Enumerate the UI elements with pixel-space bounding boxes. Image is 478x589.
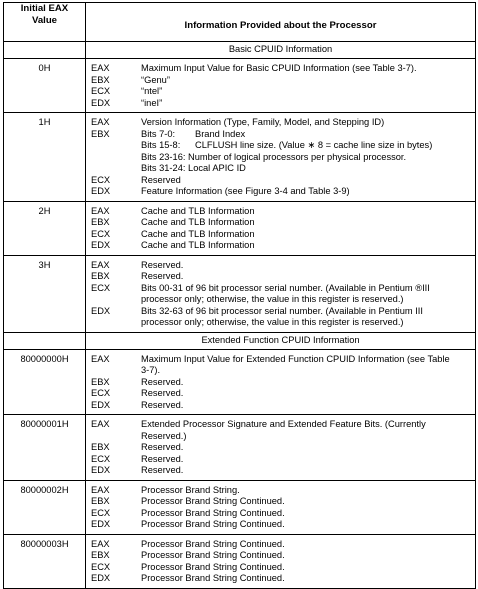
register-name: EBX bbox=[91, 128, 110, 139]
register-description: Reserved. bbox=[141, 442, 184, 452]
section-header-row bbox=[4, 42, 476, 59]
register-line bbox=[86, 496, 475, 508]
register-description: Processor Brand String Continued. bbox=[141, 561, 285, 572]
register-name: ECX bbox=[91, 174, 111, 185]
table-header-row bbox=[4, 3, 476, 42]
register-description: Reserved. bbox=[141, 259, 184, 270]
register-line bbox=[86, 465, 475, 477]
bit-range-label: Bits 7-0: bbox=[141, 128, 176, 139]
register-description: “ineI” bbox=[141, 97, 163, 108]
register-name: ECX bbox=[91, 453, 111, 464]
register-line bbox=[86, 306, 475, 318]
register-name: EDX bbox=[91, 97, 111, 108]
register-line bbox=[86, 260, 475, 272]
register-line bbox=[86, 175, 475, 187]
bit-field-description: CLFLUSH line size. (Value ∗ 8 = cache line size in bytes) bbox=[195, 140, 433, 150]
register-name: EDX bbox=[91, 305, 111, 316]
register-description: Maximum Input Value for Extended Function CPUID Information (see Table bbox=[141, 353, 450, 364]
register-description: Maximum Input Value for Basic CPUID Information (see Table 3-7). bbox=[141, 63, 417, 73]
register-line bbox=[86, 485, 475, 497]
register-line bbox=[86, 163, 475, 175]
register-description: Version Information (Type, Family, Model, and Stepping ID) bbox=[141, 117, 385, 127]
table-row bbox=[4, 415, 476, 481]
section-title: Extended Function CPUID Information bbox=[86, 332, 476, 349]
section-header-empty-cell bbox=[4, 42, 86, 59]
table-row bbox=[4, 201, 476, 255]
register-info-cell bbox=[86, 255, 476, 332]
register-description: Reserved. bbox=[141, 465, 184, 475]
initial-eax-value-cell: 80000002H bbox=[4, 480, 86, 534]
register-description: Cache and TLB Information bbox=[141, 228, 255, 239]
register-description: Processor Brand String Continued. bbox=[141, 538, 285, 549]
register-name bbox=[86, 365, 141, 377]
register-description: processor only; otherwise, the value in this register is reserved.) bbox=[141, 317, 404, 327]
register-info-cell bbox=[86, 59, 476, 113]
register-name: EDX bbox=[91, 399, 111, 410]
register-name: ECX bbox=[91, 228, 111, 239]
register-description: Processor Brand String Continued. bbox=[141, 507, 285, 518]
initial-eax-value-cell: 80000000H bbox=[4, 349, 86, 415]
register-description: Reserved. bbox=[141, 453, 184, 464]
register-line bbox=[86, 206, 475, 218]
register-name: EBX bbox=[91, 271, 110, 281]
initial-eax-value-cell: 2H bbox=[4, 201, 86, 255]
register-line bbox=[86, 400, 475, 412]
register-description: Cache and TLB Information bbox=[141, 240, 255, 250]
bit-field-line bbox=[141, 129, 475, 141]
register-name: EDX bbox=[91, 186, 111, 196]
register-description: Processor Brand String Continued. bbox=[141, 519, 285, 529]
register-info-cell bbox=[86, 480, 476, 534]
register-name: ECX bbox=[91, 86, 111, 96]
register-description: Cache and TLB Information bbox=[141, 217, 255, 227]
header-col1-line1: Initial EAX bbox=[20, 3, 69, 14]
register-name: EAX bbox=[91, 63, 110, 73]
register-name bbox=[86, 140, 141, 152]
register-info-cell bbox=[86, 534, 476, 588]
section-header-empty-cell bbox=[4, 332, 86, 349]
register-line bbox=[86, 271, 475, 283]
table-row bbox=[4, 534, 476, 588]
register-line bbox=[86, 519, 475, 531]
register-line bbox=[86, 240, 475, 252]
register-line bbox=[86, 573, 475, 585]
register-name: ECX bbox=[91, 388, 111, 398]
register-description: Reserved. bbox=[141, 271, 184, 281]
register-name bbox=[86, 317, 141, 329]
register-name: EAX bbox=[91, 117, 110, 127]
section-header-row bbox=[4, 332, 476, 349]
register-description: Processor Brand String. bbox=[141, 484, 240, 495]
register-line bbox=[86, 419, 475, 431]
register-name: EAX bbox=[91, 259, 110, 270]
register-name: EBX bbox=[91, 496, 110, 506]
register-name: EDX bbox=[91, 573, 111, 583]
initial-eax-value-cell: 80000003H bbox=[4, 534, 86, 588]
register-name bbox=[86, 152, 141, 164]
register-description: Bits 31-24: Local APIC ID bbox=[141, 163, 246, 173]
register-name: EBX bbox=[91, 74, 110, 85]
register-name: EAX bbox=[91, 205, 110, 216]
register-name: EBX bbox=[91, 376, 110, 387]
register-description: Reserved.) bbox=[141, 430, 187, 441]
register-description: Feature Information (see Figure 3-4 and Table 3-9) bbox=[141, 186, 350, 196]
header-information-provided: Information Provided about the Processor bbox=[86, 3, 476, 42]
register-line bbox=[86, 454, 475, 466]
register-line bbox=[86, 388, 475, 400]
register-info-cell bbox=[86, 201, 476, 255]
register-name: EAX bbox=[91, 538, 110, 549]
register-line bbox=[86, 98, 475, 110]
register-description: 3-7). bbox=[141, 365, 161, 375]
register-info-cell bbox=[86, 415, 476, 481]
header-col1-line2: Value bbox=[31, 15, 58, 26]
register-line bbox=[86, 550, 475, 562]
register-line bbox=[86, 442, 475, 454]
register-line bbox=[86, 129, 475, 141]
register-description: “ntel” bbox=[141, 86, 163, 96]
register-line bbox=[86, 63, 475, 75]
register-line bbox=[86, 229, 475, 241]
register-description: Bits 32-63 of 96 bit processor serial number. (Available in Pentium III bbox=[141, 305, 423, 316]
register-line bbox=[86, 217, 475, 229]
register-line bbox=[86, 562, 475, 574]
register-description: Reserved. bbox=[141, 376, 184, 387]
register-line bbox=[86, 354, 475, 366]
table-body bbox=[4, 42, 476, 589]
register-name: EAX bbox=[91, 353, 110, 364]
register-line bbox=[86, 508, 475, 520]
register-line bbox=[86, 75, 475, 87]
cpuid-information-table bbox=[3, 2, 476, 589]
initial-eax-value-cell: 3H bbox=[4, 255, 86, 332]
register-name bbox=[86, 163, 141, 175]
register-name: ECX bbox=[91, 282, 111, 293]
register-line bbox=[86, 377, 475, 389]
register-name: EDX bbox=[91, 519, 111, 529]
register-description: Extended Processor Signature and Extended Feature Bits. (Currently bbox=[141, 419, 426, 429]
register-line bbox=[86, 431, 475, 443]
register-description: Reserved. bbox=[141, 399, 184, 410]
register-name: EAX bbox=[91, 484, 110, 495]
register-description: Reserved bbox=[141, 174, 181, 185]
header-initial-eax-value bbox=[4, 3, 86, 42]
register-info-cell bbox=[86, 349, 476, 415]
register-description: Bits 00-31 of 96 bit processor serial number. (Available in Pentium ®III bbox=[141, 282, 430, 293]
register-name: ECX bbox=[91, 561, 111, 572]
register-name bbox=[86, 431, 141, 443]
initial-eax-value-cell: 0H bbox=[4, 59, 86, 113]
register-name: ECX bbox=[91, 507, 111, 518]
register-info-cell bbox=[86, 113, 476, 202]
table-row bbox=[4, 113, 476, 202]
bit-field-description: Brand Index bbox=[195, 128, 246, 139]
table-row bbox=[4, 255, 476, 332]
register-description: Bits 23-16: Number of logical processors per physical processor. bbox=[141, 151, 407, 162]
table-row bbox=[4, 349, 476, 415]
register-line bbox=[86, 317, 475, 329]
register-description: Processor Brand String Continued. bbox=[141, 550, 285, 560]
initial-eax-value-cell: 80000001H bbox=[4, 415, 86, 481]
bit-field-line bbox=[141, 140, 475, 152]
register-line bbox=[86, 117, 475, 129]
section-title: Basic CPUID Information bbox=[86, 42, 476, 59]
register-description: Reserved. bbox=[141, 388, 184, 398]
register-description: Processor Brand String Continued. bbox=[141, 496, 285, 506]
register-name: EDX bbox=[91, 240, 111, 250]
register-line bbox=[86, 140, 475, 152]
register-name: EBX bbox=[91, 442, 110, 452]
register-line bbox=[86, 86, 475, 98]
register-description: “Genu” bbox=[141, 74, 170, 85]
register-name bbox=[86, 294, 141, 306]
table-row bbox=[4, 59, 476, 113]
register-line bbox=[86, 365, 475, 377]
register-description: processor only; otherwise, the value in this register is reserved.) bbox=[141, 294, 404, 304]
bit-range-label: Bits 15-8: bbox=[141, 140, 181, 150]
register-line bbox=[86, 539, 475, 551]
register-name: EDX bbox=[91, 465, 111, 475]
register-line bbox=[86, 283, 475, 295]
register-line bbox=[86, 152, 475, 164]
register-line bbox=[86, 294, 475, 306]
register-name: EAX bbox=[91, 419, 110, 429]
table-row bbox=[4, 480, 476, 534]
register-description: Processor Brand String Continued. bbox=[141, 573, 285, 583]
register-description: Cache and TLB Information bbox=[141, 205, 255, 216]
register-line bbox=[86, 186, 475, 198]
register-name: EBX bbox=[91, 217, 110, 227]
register-name: EBX bbox=[91, 550, 110, 560]
initial-eax-value-cell: 1H bbox=[4, 113, 86, 202]
